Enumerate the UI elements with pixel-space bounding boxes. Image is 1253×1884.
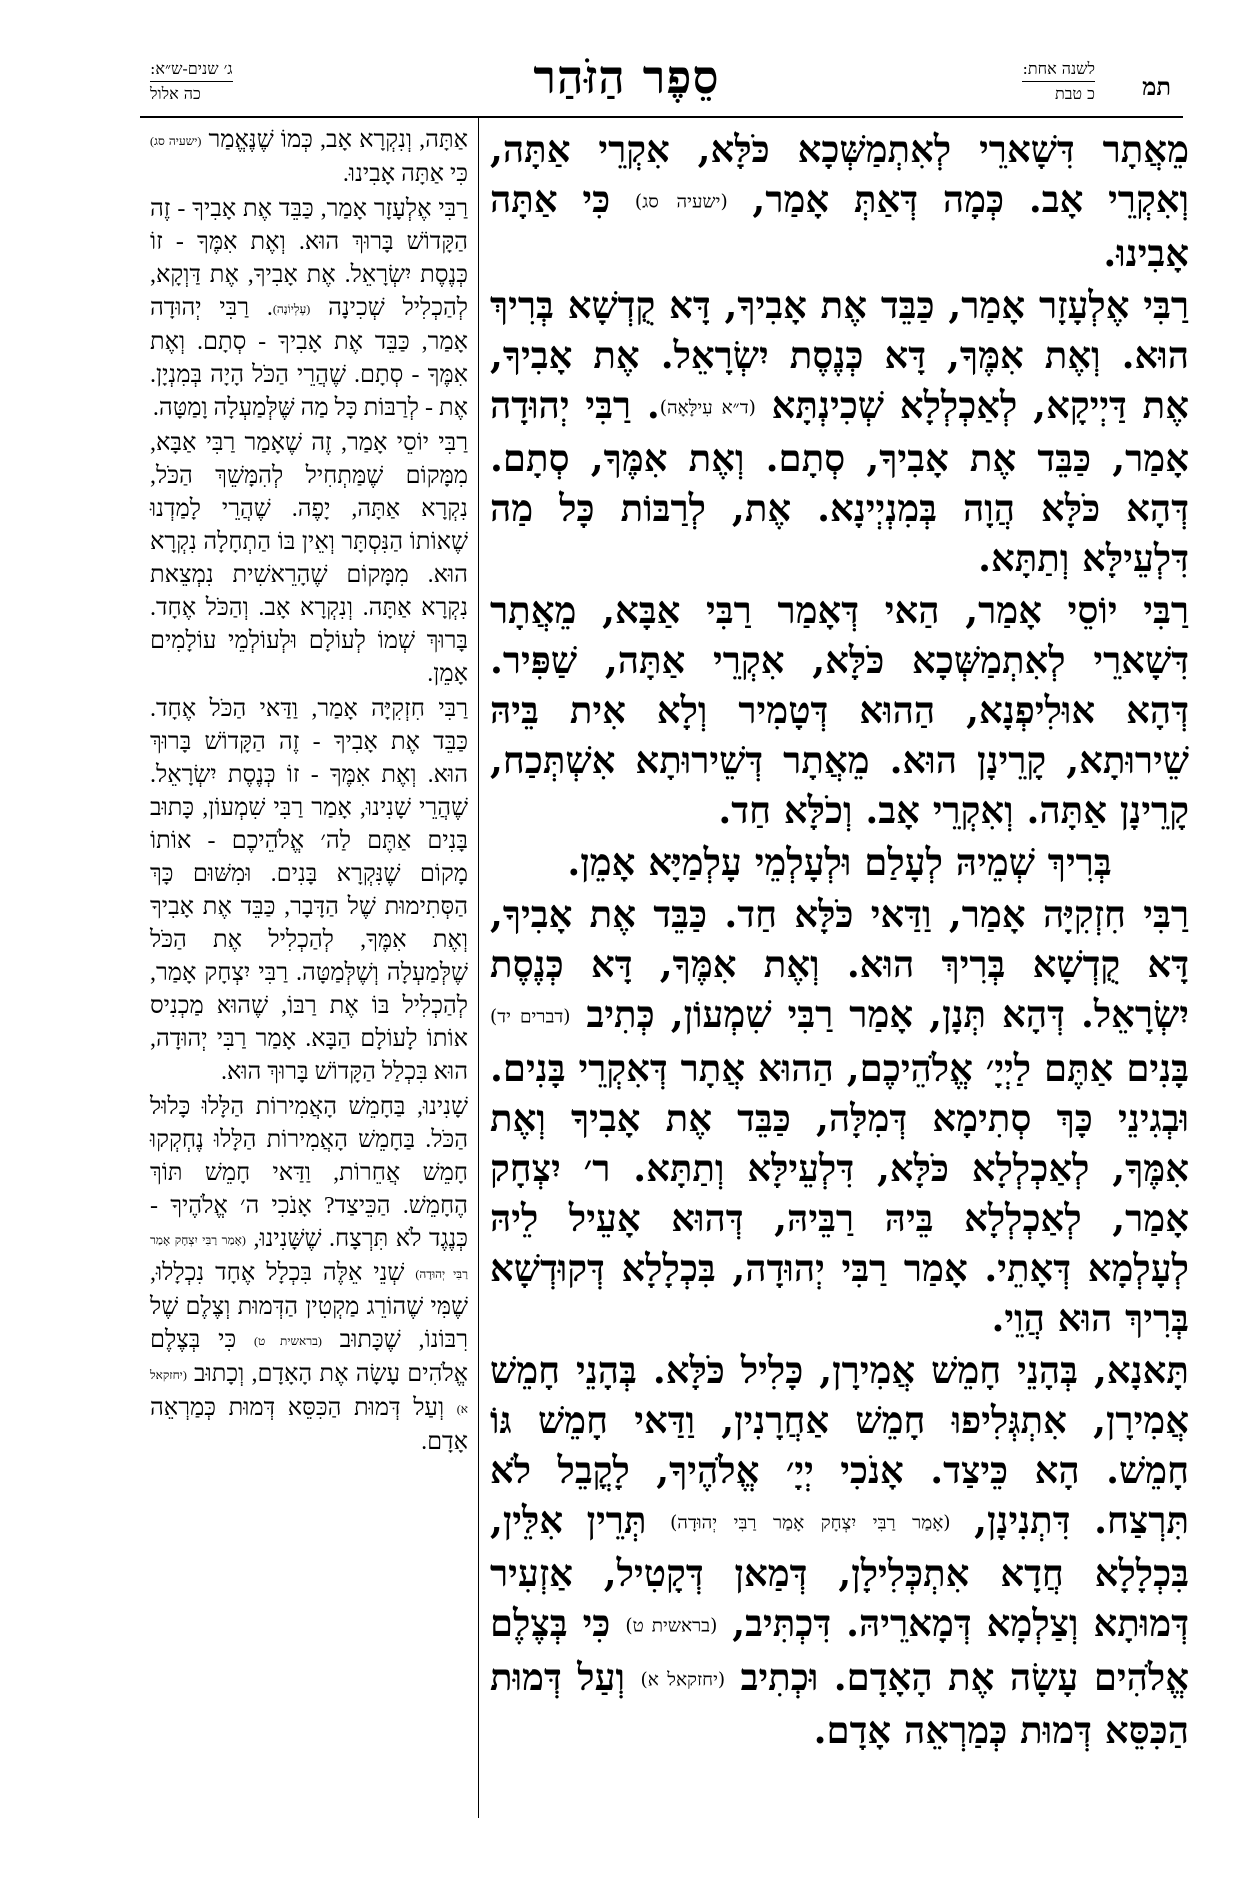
source-reference: (ישעיה סג): [634, 191, 728, 213]
paragraph: [490, 1345, 1189, 1756]
aramaic-main-text: [490, 124, 1189, 1757]
text-segment: . רַבִּי יְהוּדָה אָמַר, כַּבֵּד אֶת אָבִיךָ - סְתָם. וְאֶת אִמֶּךָ - סְתָם. שֶׁהֲרֵי הַכֹּל הָיָה בְּמִנְיָן. אֶת - לְרַבּוֹת כָּל מַה שֶּׁלְּמַעְלָה וָמַטָּה.: [150, 294, 468, 421]
text-segment: כִּי אַתָּה אָבִינוּ.: [490, 177, 1189, 275]
paragraph: [490, 124, 1189, 278]
text-segment: בָּנִים אַתֶּם לַיְיָ׳ אֱלֹהֵיכֶם, הַהוּא אֲתָר דְּאִקְרֵי בָּנִים. וּבְגִינֵי כָּךְ סְתִימָא דְּמִלָּה, כַּבֵּד אֶת אָבִיךָ וְאֶת אִמֶּךָ, לְאַכְלְלָא כֹּלָּא, דִּלְעֵילָּא וְתַתָּא. ר׳ יִצְחָק אָמַר, לְאַכְלְלָא בֵּיהּ רַבֵּיהּ, דְּהוּא אָעֵיל לֵיהּ לְעָלְמָא דְּאָתֵי. אָמַר רַבִּי יְהוּדָה, בִּכְלָלָא דְּקוּדְשָׁא בְּרִיךְ הוּא הֲוֵי.: [490, 1045, 1189, 1340]
column-divider: [478, 118, 479, 1818]
source-reference: (דברים יד): [490, 1006, 571, 1028]
text-segment: תְּרֵין אִלֵּין, בִּכְלָלָא חֲדָא אִתְכְּלִילָן, דְּמַאן דְּקָטִיל, אַזְעִיר דְּמוּתָא וְצַלְמָא דְּמָארֵיהּ. דִּכְתִּיב,: [490, 1497, 1190, 1645]
paragraph: [150, 693, 468, 1089]
paragraph: [490, 280, 1189, 584]
text-segment: רַבִּי יוֹסֵי אָמַר, זֶה שֶׁאָמַר רַבִּי אַבָּא, מִמָּקוֹם שֶׁמַּתְחִיל לְהִמָּשֵׁךְ הַכֹּל, נִקְרָא אַתָּה, יָפֶה. שֶׁהֲרֵי לָמַדְנוּ שֶׁאוֹתוֹ הַנִּסְתָּר וְאֵין בּוֹ הַתְחָלָה נִקְרָא הוּא. מִמָּקוֹם שֶׁהָרֵאשִׁית נִמְצֵאת נִקְרָא אַתָּה. וְנִקְרָא אָב. וְהַכֹּל אֶחָד. בָּרוּךְ שְׁמוֹ לְעוֹלָם וּלְעוֹלְמֵי עוֹלָמִים אָמֵן.: [150, 429, 468, 687]
text-segment: שְׁנֵי אֵלֶּה בִּכְלָל אֶחָד נִכְלָלוּ, שֶׁמִּי שֶׁהוֹרֵג מַקְטִין הַדְּמוּת וְצֶלֶם שֶׁל רִבּוֹנוֹ, שֶׁכָּתוּב: [150, 1259, 468, 1353]
text-segment: רַבִּי חִזְקִיָּה אָמַר, וַדַּאי הַכֹּל אֶחָד. כַּבֵּד אֶת אָבִיךָ - זֶה הַקָּדוֹשׁ בָּרוּךְ הוּא. וְאֶת אִמֶּךָ - זוֹ כְּנֶסֶת יִשְׂרָאֵל. שֶׁהֲרֵי שָׁנִינוּ, אָמַר רַבִּי שִׁמְעוֹן, כָּתוּב בָּנִים אַתֶּם לַה׳ אֱלֹהֵיכֶם - אוֹתוֹ מָקוֹם שֶׁנִּקְרָא בָּנִים. וּמִשּׁוּם כָּךְ הַסְּתִימוּת שֶׁל הַדָּבָר, כַּבֵּד אֶת אָבִיךָ וְאֶת אִמֶּךָ, לְהַכְלִיל אֶת הַכֹּל שֶׁלְּמַעְלָה וְשֶׁלְּמַטָּה. רַבִּי יִצְחָק אָמַר, לְהַכְלִיל בּוֹ אֶת רַבּוֹ, שֶׁהוּא מַכְנִיס אוֹתוֹ לָעוֹלָם הַבָּא. אָמַר רַבִּי יְהוּדָה, הוּא בִּכְלַל הַקָּדוֹשׁ בָּרוּךְ הוּא.: [150, 695, 468, 1085]
text-segment: כִּי אַתָּה אָבִינוּ.: [342, 160, 468, 187]
text-segment: כִּי בְּצֶלֶם אֱלֹהִים עָשָׂה אֶת הָאָדָם. וּכְתִיב: [490, 1601, 1189, 1699]
page-number: תמ: [1142, 72, 1171, 101]
source-reference: (יחזקאל א): [640, 1669, 726, 1690]
text-segment: וְעַל דְּמוּת הַכִּסֵּא דְּמוּת כְּמַרְאֵה אָדָם.: [150, 1394, 468, 1455]
source-reference: (עֶלְיוֹנָה): [272, 301, 311, 316]
text-segment: . רַבִּי יְהוּדָה אָמַר, כַּבֵּד אֶת אָבִיךָ, סְתָם. וְאֶת אִמֶּךָ, סְתָם. דְּהָא כֹּלָּא הֲוָה בְּמִנְיְינָא. אֶת, לְרַבּוֹת כָּל מַה דִּלְעֵילָּא וְתַתָּא.: [490, 382, 1189, 580]
source-reference: (יחזקאל א): [150, 1367, 468, 1416]
paragraph: [150, 427, 468, 691]
schedule-three-years: [150, 58, 233, 105]
text-segment: רַבִּי יוֹסֵי אָמַר, הַאי דְּאָמַר רַבִּי אַבָּא, מֵאֲתָר דִּשָׁארֵי לְאִתְמַשְּׁכָא כֹּלָּא, אִקְרֵי אַתָּה, שַׁפִּיר. דְּהָא אוּלִיפְנָא, הַהוּא דְּטָמִיר וְלָא אִית בֵּיהּ שֵׁירוּתָא, קָרֵינָן הוּא. מֵאֲתָר דְּשֵׁירוּתָא אִשְׁתְּכַח, קָרֵינָן אַתָּה. וְאִקְרֵי אָב. וְכֹלָּא חַד.: [490, 588, 1189, 832]
paragraph: [490, 585, 1189, 835]
text-segment: רַבִּי חִזְקִיָּה אָמַר, וַדַּאי כֹּלָּא חַד. כַּבֵּד אֶת אָבִיךָ, דָּא קֻדְשָׁא בְּרִיךְ הוּא. וְאֶת אִמֶּךָ, דָּא כְּנֶסֶת יִשְׂרָאֵל. דְּהָא תְּנָן, אָמַר רַבִּי שִׁמְעוֹן, כְּתִיב: [490, 892, 1189, 1036]
source-reference: (ד״א עִילָּאָה): [659, 397, 756, 418]
source-reference: (אָמַר רַבִּי יִצְחָק אָמַר רַבִּי יְהוּדָה): [150, 1232, 468, 1281]
text-segment: אַתָּה, וְנִקְרָא אָב, כְּמוֹ שֶׁנֶּאֱמַר: [201, 127, 469, 153]
paragraph: [490, 837, 1189, 887]
schedule-one-year-label: לשנה אחת:: [1022, 58, 1095, 82]
schedule-three-years-date: כה אלול: [150, 84, 201, 103]
schedule-three-years-label: ג׳ שנים-ש״א:: [150, 58, 233, 82]
text-segment: בְּרִיךְ שְׁמֵיהּ לְעָלַם וּלְעָלְמֵי עָלְמַיָּא אָמֵן.: [567, 840, 1112, 884]
text-segment: וְעַל דְּמוּת הַכִּסֵּא דְּמוּת כְּמַרְאֵה אָדָם.: [490, 1654, 1189, 1752]
book-title: סֵפֶר הַזֹּהַר: [533, 50, 720, 104]
schedule-one-year-date: כ טבת: [1054, 84, 1095, 103]
text-segment: רַבִּי אֶלְעָזָר אָמַר, כַּבֵּד אֶת אָבִיךָ, דָּא קֻדְשָׁא בְּרִיךְ הוּא. וְאֶת אִמֶּךָ, דָּא כְּנֶסֶת יִשְׂרָאֵל. אֶת אָבִיךָ, אֶת דַּיְיקָא, לְאַכְלְלָא שְׁכִינְתָּא: [490, 282, 1189, 427]
source-reference: (אָמַר רַבִּי יִצְחָק אָמַר רַבִּי יְהוּדָה): [670, 1512, 951, 1533]
paragraph: [150, 1091, 468, 1459]
text-segment: כִּי בְּצֶלֶם אֱלֹהִים עָשָׂה אֶת הָאָדָם, וְכָתוּב: [150, 1326, 468, 1387]
header-rule: [140, 116, 1183, 118]
paragraph: [150, 193, 468, 425]
text-segment: רַבִּי אֶלְעָזָר אָמַר, כַּבֵּד אֶת אָבִיךָ - זֶה הַקָּדוֹשׁ בָּרוּךְ הוּא. וְאֶת אִמֶּךָ - זוֹ כְּנֶסֶת יִשְׂרָאֵל. אֶת אָבִיךָ, אֶת דַּוְקָא, לְהַכְלִיל שְׁכִינָה: [150, 195, 468, 321]
source-reference: (ישעיה סג): [150, 133, 202, 148]
paragraph: [490, 889, 1189, 1343]
source-reference: (בראשית ט): [253, 1333, 322, 1348]
paragraph: [150, 124, 468, 191]
text-segment: שָׁנִינוּ, בַּחָמֵשׁ הָאֲמִירוֹת הַלָּלוּ כָּלוּל הַכֹּל. בַּחָמֵשׁ הָאֲמִירוֹת הַלָּלוּ נֶחְקְקוּ חָמֵשׁ אֲחֵרוֹת, וַדַּאי חָמֵשׁ תּוֹךְ הֶחָמֵשׁ. הַכֵּיצַד? אָנֹכִי ה׳ אֱלֹהֶיךָ - כְּנֶגֶד לֹא תִּרְצָח. שֶׁשָּׁנִינוּ,: [150, 1093, 468, 1252]
source-reference: (בראשית ט): [625, 1615, 718, 1637]
text-segment: מֵאֲתָר דִּשָׁארֵי לְאִתְמַשְּׁכָא כֹּלָּא, אִקְרֵי אַתָּה, וְאִקְרֵי אָב. כְּמָה דְּאַתְּ אָמַר,: [490, 127, 1190, 221]
text-segment: תָּאנָא, בְּהָנֵי חָמֵשׁ אֲמִירָן, כָּלִיל כֹּלָּא. בְּהָנֵי חָמֵשׁ אֲמִירָן, אִתְגְּלִיפוּ חָמֵשׁ אַחֲרָנִין, וַדַּאי חָמֵשׁ גּוֹ חָמֵשׁ. הָא כֵּיצַד. אָנֹכִי יְיָ׳ אֱלֹהֶיךָ, לָקֳבֵל לֹא תִּרְצַח. דִּתְנִינָן,: [490, 1347, 1190, 1542]
hebrew-translation: [150, 124, 468, 1461]
